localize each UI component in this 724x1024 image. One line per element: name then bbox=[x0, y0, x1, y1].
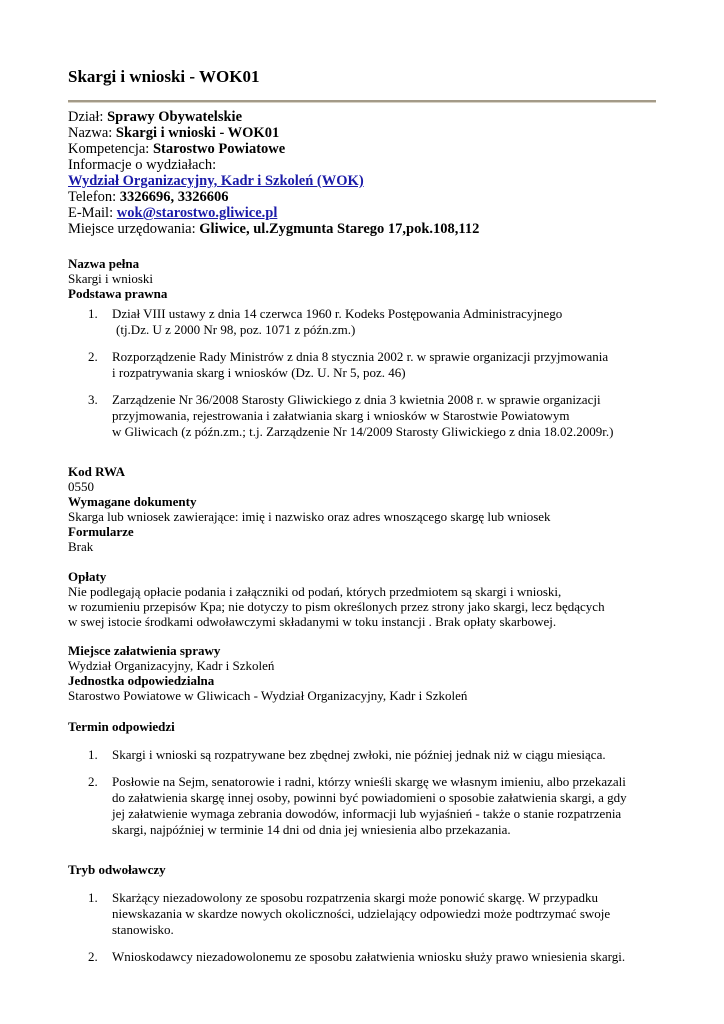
list-number: 1. bbox=[88, 747, 98, 762]
miejsce-label: Miejsce urzędowania: bbox=[68, 221, 196, 237]
list-number: 2. bbox=[88, 349, 98, 364]
document-page bbox=[68, 66, 656, 965]
nazwa-value: Skargi i wnioski - WOK01 bbox=[115, 125, 280, 141]
list-item bbox=[68, 747, 656, 763]
dzial-row bbox=[68, 109, 656, 125]
miejsce-zalatwienia-section bbox=[68, 643, 656, 703]
list-line: Skargi i wnioski są rozpatrywane bez zbędnej zwłoki, nie później jednak niż w ciągu miesiąca. bbox=[112, 747, 606, 762]
oplaty-line: w rozumieniu przepisów Kpa; nie dotyczy to pism określonych przez strony jako skargi, lecz będących bbox=[68, 599, 605, 614]
formularze-heading: Formularze bbox=[68, 524, 134, 539]
list-item bbox=[68, 306, 656, 338]
list-line: do załatwienia skargę innej osoby, powinni być powiadomieni o sposobie załatwienia skargi, a gdy bbox=[112, 790, 627, 805]
telefon-value: 3326696, 3326606 bbox=[119, 189, 229, 205]
podstawa-prawna-heading: Podstawa prawna bbox=[68, 286, 168, 301]
miejsce-row bbox=[68, 221, 656, 237]
list-line: w Gliwicach (z późn.zm.; t.j. Zarządzenie Nr 14/2009 Starosty Gliwickiego z dnia 18.02.2009r.) bbox=[112, 424, 614, 439]
podstawa-prawna-list bbox=[68, 306, 656, 440]
list-line: Wnioskodawcy niezadowolonemu ze sposobu załatwienia wniosku służy prawo wniesienia skargi. bbox=[112, 949, 626, 964]
email-row bbox=[68, 205, 656, 221]
info-block bbox=[68, 109, 656, 237]
list-number: 1. bbox=[88, 890, 98, 905]
kompetencja-value: Starostwo Powiatowe bbox=[152, 141, 286, 157]
oplaty-section bbox=[68, 569, 656, 629]
list-line: stanowisko. bbox=[112, 922, 174, 937]
wydzial-link[interactable]: Wydział Organizacyjny, Kadr i Szkoleń (WOK) bbox=[68, 173, 364, 189]
email-link[interactable]: wok@starostwo.gliwice.pl bbox=[116, 205, 278, 221]
email-label: E-Mail: bbox=[68, 205, 114, 221]
tryb-heading: Tryb odwoławczy bbox=[68, 862, 166, 877]
list-number: 2. bbox=[88, 949, 98, 964]
list-line: i rozpatrywania skarg i wniosków (Dz. U. Nr 5, poz. 46) bbox=[112, 365, 406, 380]
list-number: 1. bbox=[88, 306, 98, 321]
list-line: niewskazania w skardze nowych okoliczności, udzielający odpowiedzi może podtrzymać swoje bbox=[112, 906, 611, 921]
oplaty-heading: Opłaty bbox=[68, 569, 107, 584]
list-line: Skarżący niezadowolony ze sposobu rozpatrzenia skargi może ponowić skargę. W przypadku bbox=[112, 890, 599, 905]
wymagane-dokumenty-heading: Wymagane dokumenty bbox=[68, 494, 197, 509]
telefon-label: Telefon: bbox=[68, 189, 117, 205]
miejsce-zalatwienia-heading: Miejsce załatwienia sprawy bbox=[68, 643, 221, 658]
list-line: Rozporządzenie Rady Ministrów z dnia 8 stycznia 2002 r. w sprawie organizacji przyjmowania bbox=[112, 349, 609, 364]
list-item bbox=[68, 774, 656, 838]
kod-rwa-text: 0550 bbox=[68, 479, 94, 494]
nazwa-pelna-text: Skargi i wnioski bbox=[68, 271, 153, 286]
informacje-label: Informacje o wydziałach: bbox=[68, 157, 217, 173]
tryb-list bbox=[68, 890, 656, 965]
page-title: Skargi i wnioski - WOK01 bbox=[68, 67, 260, 86]
kompetencja-row bbox=[68, 141, 656, 157]
list-line: Zarządzenie Nr 36/2008 Starosty Gliwickiego z dnia 3 kwietnia 2008 r. w sprawie organizacji bbox=[112, 392, 601, 407]
tryb-section bbox=[68, 862, 656, 877]
miejsce-value: Gliwice, ul.Zygmunta Starego 17,pok.108,112 bbox=[199, 221, 480, 237]
list-line: Dział VIII ustawy z dnia 14 czerwca 1960 r. Kodeks Postępowania Administracyjnego bbox=[112, 306, 563, 321]
list-item bbox=[68, 949, 656, 965]
formularze-text: Brak bbox=[68, 539, 94, 554]
termin-section bbox=[68, 719, 656, 734]
list-line: (tj.Dz. U z 2000 Nr 98, poz. 1071 z późn.zm.) bbox=[116, 322, 356, 337]
wydzial-row bbox=[68, 173, 656, 189]
nazwa-pelna-section bbox=[68, 256, 656, 301]
list-item bbox=[68, 392, 656, 440]
jednostka-heading: Jednostka odpowiedzialna bbox=[68, 673, 215, 688]
list-number: 2. bbox=[88, 774, 98, 789]
list-line: Posłowie na Sejm, senatorowie i radni, którzy wnieśli skargę we własnym imieniu, albo przekazali bbox=[112, 774, 626, 789]
wymagane-dokumenty-text: Skarga lub wniosek zawierające: imię i nazwisko oraz adres wnoszącego skargę lub wniosek bbox=[68, 509, 551, 524]
termin-heading: Termin odpowiedzi bbox=[68, 719, 175, 734]
telefon-row bbox=[68, 189, 656, 205]
list-line: przyjmowania, rejestrowania i załatwiania skarg i wniosków w Starostwie Powiatowym bbox=[112, 408, 570, 423]
dzial-label: Dział: bbox=[68, 109, 104, 125]
list-item bbox=[68, 349, 656, 381]
termin-list bbox=[68, 747, 656, 838]
kompetencja-label: Kompetencja: bbox=[68, 141, 150, 157]
miejsce-zalatwienia-text: Wydział Organizacyjny, Kadr i Szkoleń bbox=[68, 658, 275, 673]
jednostka-text: Starostwo Powiatowe w Gliwicach - Wydział Organizacyjny, Kadr i Szkoleń bbox=[68, 688, 468, 703]
oplaty-line: w swej istocie środkami odwoławczymi składanymi w toku instancji . Brak opłaty skarbowej. bbox=[68, 614, 557, 629]
nazwa-label: Nazwa: bbox=[68, 125, 113, 141]
list-number: 3. bbox=[88, 392, 98, 407]
title-divider bbox=[68, 100, 656, 103]
nazwa-row bbox=[68, 125, 656, 141]
list-line: skargi, najpóźniej w terminie 14 dni od dnia jej wniesienia albo przekazania. bbox=[112, 822, 511, 837]
kod-rwa-section bbox=[68, 464, 656, 554]
dzial-value: Sprawy Obywatelskie bbox=[107, 109, 243, 125]
list-line: jej załatwienie wymaga zebrania dowodów, informacji lub wyjaśnień - także o stanie rozpatrzenia bbox=[112, 806, 622, 821]
list-item bbox=[68, 890, 656, 938]
nazwa-pelna-heading: Nazwa pełna bbox=[68, 256, 140, 271]
kod-rwa-heading: Kod RWA bbox=[68, 464, 125, 479]
oplaty-line: Nie podlegają opłacie podania i załączniki od podań, których przedmiotem są skargi i wnioski, bbox=[68, 584, 562, 599]
